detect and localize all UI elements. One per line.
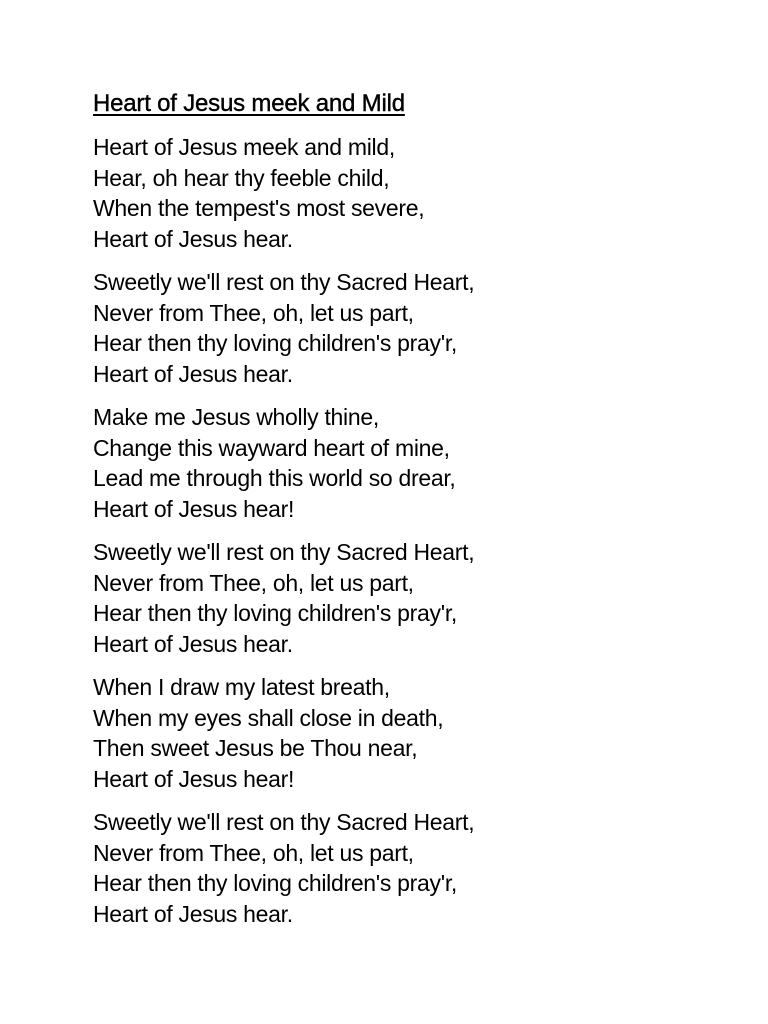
stanza-3 xyxy=(93,672,733,794)
stanza-line: Heart of Jesus hear! xyxy=(93,765,295,792)
chorus-line: Never from Thee, oh, let us part, xyxy=(93,839,414,866)
chorus-line: Sweetly we'll rest on thy Sacred Heart, xyxy=(93,269,475,295)
chorus-line: Sweetly we'll rest on thy Sacred Heart, xyxy=(93,539,475,565)
chorus-2 xyxy=(93,537,733,659)
stanza-line: Heart of Jesus meek and mild, xyxy=(93,134,395,160)
chorus-line: Hear then thy loving children's pray'r, xyxy=(93,600,457,626)
chorus-line: Never from Thee, oh, let us part, xyxy=(93,299,414,326)
document-page xyxy=(93,88,733,942)
stanza-line: Change this wayward heart of mine, xyxy=(93,434,450,461)
stanza-line: When the tempest's most severe, xyxy=(93,195,425,221)
chorus-1 xyxy=(93,267,733,389)
chorus-line: Heart of Jesus hear. xyxy=(93,360,293,387)
stanza-line: Hear, oh hear thy feeble child, xyxy=(93,164,390,191)
stanza-line: Heart of Jesus hear. xyxy=(93,225,293,252)
chorus-line: Heart of Jesus hear. xyxy=(93,630,293,657)
stanza-line: Heart of Jesus hear! xyxy=(93,495,295,522)
chorus-line: Heart of Jesus hear. xyxy=(93,900,293,927)
stanza-1 xyxy=(93,132,733,254)
stanza-line: When my eyes shall close in death, xyxy=(93,704,444,731)
stanza-line: Then sweet Jesus be Thou near, xyxy=(93,735,418,761)
song-title: Heart of Jesus meek and Mild xyxy=(93,90,405,117)
stanza-line: Lead me through this world so drear, xyxy=(93,465,456,491)
chorus-line: Hear then thy loving children's pray'r, xyxy=(93,870,457,896)
chorus-line: Hear then thy loving children's pray'r, xyxy=(93,330,457,356)
stanza-line: Make me Jesus wholly thine, xyxy=(93,404,379,430)
stanza-line: When I draw my latest breath, xyxy=(93,674,390,700)
chorus-3 xyxy=(93,807,733,929)
chorus-line: Sweetly we'll rest on thy Sacred Heart, xyxy=(93,809,475,835)
chorus-line: Never from Thee, oh, let us part, xyxy=(93,569,414,596)
stanza-2 xyxy=(93,402,733,524)
